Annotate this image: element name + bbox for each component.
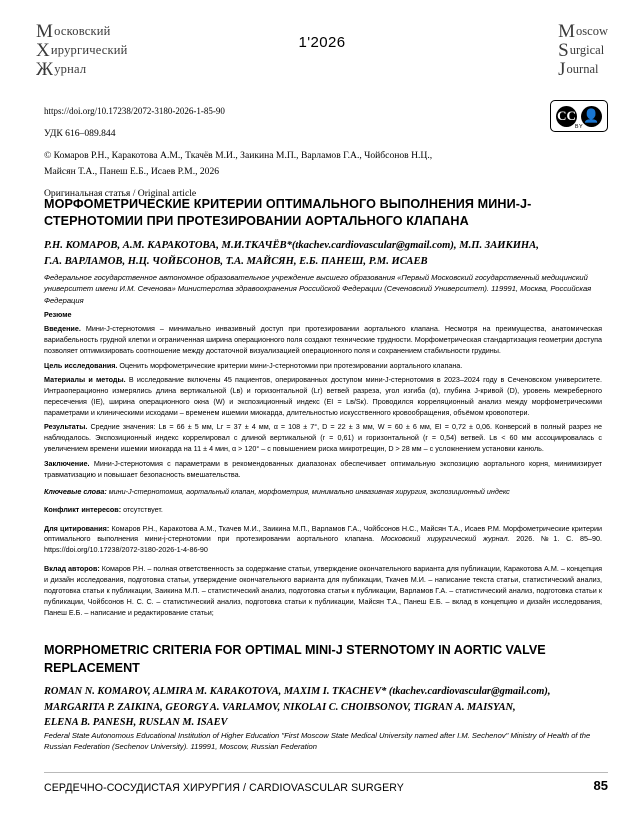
authors-ru: [44, 238, 608, 270]
udk-code: УДК 616–089.844: [44, 127, 116, 139]
keywords-label: Ключевые слова:: [44, 486, 107, 496]
logo-en-cap-2: S: [558, 40, 569, 61]
page-number: 85: [593, 778, 608, 793]
authors-en-line-3: ELENA B. PANESH, RUSLAN M. ISAEV: [44, 717, 228, 729]
authors-ru-line-1: Р.Н. КОМАРОВ, А.М. КАРАКОТОВА, М.И.ТКАЧЁВ*(tkachev.cardiovascular@gmail.com), М.П. ЗАИКИНА,: [44, 240, 539, 251]
abstract-aim-text: Оценить морфометрические критерии мини-J-стернотомии при протезировании аортального клапана.: [117, 360, 463, 370]
citation-journal: Московский хирургический журнал.: [380, 534, 510, 544]
logo-en-cap-3: J: [558, 59, 566, 80]
creative-commons-badge[interactable]: [550, 100, 608, 132]
authors-en: [44, 684, 608, 731]
contribution-block: [44, 564, 602, 619]
conflict-label: Конфликт интересов:: [44, 504, 122, 514]
abstract-intro-label: Введение.: [44, 324, 81, 334]
cc-caption: BY: [574, 124, 584, 130]
abstract-results-text: Средние значения: Lв = 66 ± 5 мм, Lг = 37 ± 4 мм, α = 108 ± 7°, D = 22 ± 3 мм, W = 60 ± 6 мм, EI = 0,72 ± 0,06. Конверсий в полный разрез не наблюдалось. Экспозиционный индекс коррелировал с длиной вертикальной (r = 0,61) и горизонтальной (r = 0,54) ветвей. Lв < 60 мм ассоциировалась с увеличением времени ишемии миокарда на 11 ± 4 мин, α > 120° – с повышением риска микротрещин, D > 28 мм – с усложнением установки канюль.: [44, 422, 602, 454]
copyright-line-1: © Комаров Р.Н., Каракотова А.М., Ткачёв М.И., Заикина М.П., Варламов Г.А., Чойбсонов Н.Ц.,: [44, 150, 433, 162]
page-title-en: MORPHOMETRIC CRITERIA FOR OPTIMAL MINI-J STERNOTOMY IN AORTIC VALVE REPLACEMENT: [44, 643, 546, 675]
logo-en-rest-2: urgical: [569, 43, 605, 57]
citation-text: Комаров Р.Н., Каракотова А.М., Ткачев М.И., Заикина М.П., Варламов Г.А., Чойбсонов Н.С., Майсян Т.А., Исаев Р.М. Морфометрические критерии оптимального выполнения мини-j-стернотомии при протезировании аортального клапана.: [44, 523, 603, 544]
conflict-block: [44, 505, 602, 516]
logo-en-cap-1: M: [558, 21, 576, 42]
abstract-conclusion-text: Мини-J-стернотомия с параметрами в рекомендованных диапазонах обеспечивает оптимальную экспозицию аортального корня, минимизирует травматизацию и повышает безопасность вмешательства.: [44, 458, 602, 479]
contribution-text: Комаров Р.Н. – полная ответственность за содержание статьи, утверждение окончательного варианта для публикации, Каракотова А.М. – концепция и дизайн исследования, подготовка статьи, утверждение окончательного варианта для публикации, Ткачев М.И. – написание текста статьи, статистический анализ, подготовка статьи к публикации, Заикина М.П. – статистический анализ, подготовка статьи к публикации, Варламов Г.А. – статистический анализ, подготовка статьи к публикации, Чойбсонов Н. С. С. – статистический анализ, подготовка статьи к публикации, Майсян Т.А., Панеш Е.Б. – вклад в концепцию и дизайн исследования, Панеш Е.Б. – написание и редактирование статьи;: [44, 564, 602, 618]
masthead: [0, 22, 644, 84]
abstract-ru: [44, 310, 602, 619]
abstract-methods-text: В исследование включены 45 пациентов, оперированных доступом мини-J-стернотомия в 2023–2024 году в Сеченовском университете. Интраоперационно измерялись длина вертикальной (Lв) и горизонтальной (Lг) ветвей разреза, угол изгиба (α), глубина J-кривой (D), уровень межреберного пересечения (IЕ), ширина операционного окна (W) и экспозиционный индекс (ЕI = Lв/Sк). Проводился корреляционный анализ между морфометрическими параметрами и клиническими исходами – временем ишемии миокарда, длительностью искусственного кровообращения, объёмом кровопотери.: [44, 375, 602, 417]
keywords-block: [44, 487, 602, 498]
logo-en-rest-1: oscow: [576, 24, 608, 38]
citation-block: [44, 524, 602, 557]
article-meta: [44, 104, 464, 202]
citation-label: Для цитирования:: [44, 523, 110, 533]
keywords-value: мини-J-стернотомия, аортальный клапан, морфометрия, минимально инвазивная хирургия, экспозиционный индекс: [106, 486, 510, 496]
abstract-intro-text: Мини-J-стернотомия – минимально инвазивный доступ при протезировании аортального клапана. Несмотря на преимущества, анатомическая вариабельность грудной клетки и ограниченная ширина операционного поля создают технические трудности. Морфометрическая стандартизация геометрии доступа позволяет оптимизировать соотношение между достаточной визуализацией операционного поля и сохранением стабильности грудины.: [44, 324, 602, 356]
cc-icon: CC: [556, 106, 577, 127]
authors-en-line-2: MARGARITA P. ZAIKINA, GEORGY A. VARLAMOV, NIKOLAI C. CHOIBSONOV, TIGRAN A. MAISYAN,: [44, 701, 516, 713]
logo-ru-rest-3: урнал: [54, 62, 87, 76]
affiliation-ru: Федеральное государственное автономное образовательное учреждение высшего образования «Первый Московский государственный медицинский университет имени И.М. Сеченова» Министерства здравоохранения Российской Федерации (Сеченовский Университет). 119991, Москва, Российская Федерация: [44, 273, 592, 305]
footer-section-title: СЕРДЕЧНО-СОСУДИСТАЯ ХИРУРГИЯ / CARDIOVASCULAR SURGERY: [44, 782, 404, 794]
abstract-label: Резюме: [44, 310, 72, 319]
cc-by-person-icon: 👤: [581, 106, 602, 127]
page-title-ru: МОРФОМЕТРИЧЕСКИЕ КРИТЕРИИ ОПТИМАЛЬНОГО ВЫПОЛНЕНИЯ МИНИ-J-СТЕРНОТОМИИ ПРИ ПРОТЕЗИРОВАНИИ АОРТАЛЬНОГО КЛАПАНА: [44, 197, 532, 229]
contribution-label: Вклад авторов:: [44, 564, 100, 574]
affiliation-en: Federal State Autonomous Educational Institution of Higher Education "First Moscow State Medical University named after I.M. Sechenov" Ministry of Health of the Russian Federation (Sechenov University). 119991, Moscow, Russian Federation: [44, 731, 591, 752]
abstract-methods-label: Материалы и методы.: [44, 375, 126, 385]
abstract-aim-label: Цель исследования.: [44, 360, 118, 370]
journal-logo-english: [558, 22, 608, 79]
doi-link[interactable]: https://doi.org/10.17238/2072-3180-2026-1-85-90: [44, 106, 225, 116]
citation-tail: 2026. №1. С. 85–90. https://doi.org/10.17238/2072-3180-2026-1-4-86-90: [44, 534, 602, 555]
authors-en-line-1: ROMAN N. KOMAROV, ALMIRA M. KARAKOTOVA, MAXIM I. TKACHEV* (tkachev.cardiovascular@gmail.com),: [44, 686, 551, 697]
authors-ru-line-2: Г.А. ВАРЛАМОВ, Н.Ц. ЧОЙБСОНОВ, Т.А. МАЙСЯН, Е.Б. ПАНЕШ, Р.М. ИСАЕВ: [44, 255, 428, 267]
logo-ru-cap-2: Х: [36, 40, 50, 61]
logo-ru-rest-1: осковский: [54, 24, 111, 38]
article-kind: Оригинальная статья / Original article: [44, 188, 197, 200]
logo-ru-cap-1: М: [36, 21, 54, 42]
logo-ru-rest-2: ирургический: [50, 43, 128, 57]
issue-number: 1'2026: [298, 34, 346, 51]
logo-ru-cap-3: Ж: [36, 59, 54, 80]
abstract-conclusion-label: Заключение.: [44, 458, 90, 468]
abstract-results-label: Результаты.: [44, 422, 88, 432]
conflict-value: отсутствует.: [121, 504, 163, 514]
logo-en-rest-3: ournal: [566, 62, 599, 76]
copyright-line-2: Майсян Т.А., Панеш Е.Б., Исаев Р.М., 2026: [44, 165, 220, 177]
footer-divider: [44, 772, 608, 773]
